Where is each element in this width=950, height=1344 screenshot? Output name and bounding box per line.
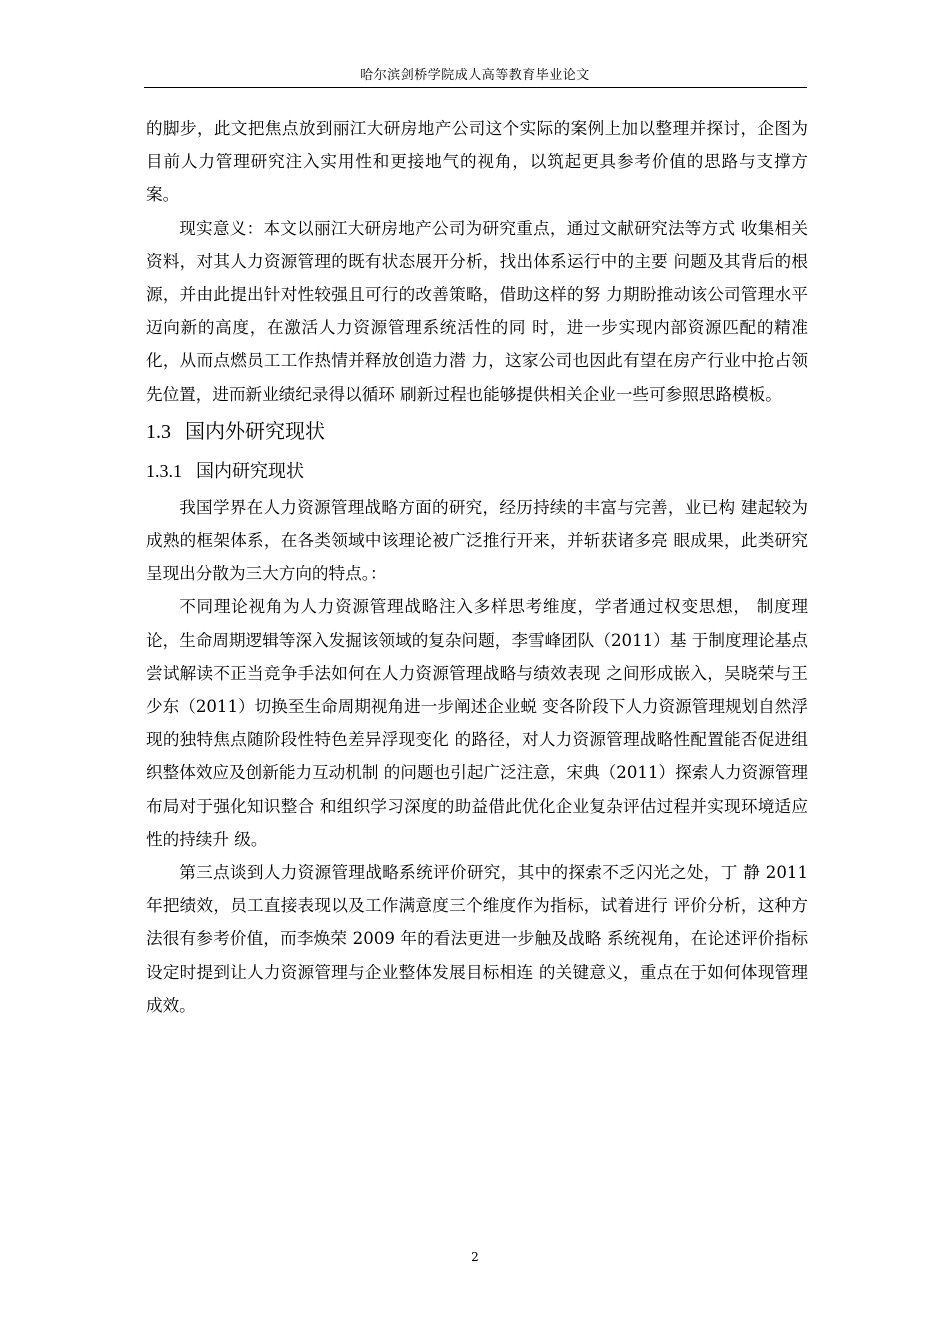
running-header: 哈尔滨剑桥学院成人高等教育毕业论文 [360, 68, 590, 83]
page-body [146, 112, 808, 1022]
section-number: 1.3 [146, 420, 171, 443]
paragraph-practical-significance: 现实意义：本文以丽江大研房地产公司为研究重点，通过文献研究法等方式 收集相关资料，对其人力资源管理的既有状态展开分析，找出体系运行中的主要 问题及其背后的根源，并由此提出针对性较强且可行的改善策略，借助这样的努 力期盼推动该公司管理水平迈向新的高度，在激活人力资源管理系统活性的同 时，进一步实现内部资源匹配的精准化，从而点燃员工工作热情并释放创造力潜 力，这家公司也因此有望在房产行业中抢占领先位置，进而新业绩纪录得以循环 刷新过程也能够提供相关企业一些可参照思路模板。 [146, 218, 808, 404]
paragraph-theoretical-perspectives: 不同理论视角为人力资源管理战略注入多样思考维度，学者通过权变思想， 制度理论，生命周期逻辑等深入发掘该领域的复杂问题，李雪峰团队（2011）基 于制度理论基点尝试解读不正当竞争手法如何在人力资源管理战略与绩效表现 之间形成嵌入，吴晓荣与王少东（2011）切换至生命周期视角进一步阐述企业蜕 变各阶段下人力资源管理规划自然浮现的独特焦点随阶段性特色差异浮现变化 的路径，对人力资源管理战略性配置能否促进组织整体效应及创新能力互动机制 的问题也引起广泛注意，宋典（2011）探索人力资源管理布局对于强化知识整合 和组织学习深度的助益借此优化企业复杂评估过程并实现环境适应性的持续升 级。 [146, 597, 808, 849]
paragraph-overview: 我国学界在人力资源管理战略方面的研究，经历持续的丰富与完善，业已构 建起较为成熟的框架体系，在各类领域中该理论被广泛推行开来，并斩获诸多亮 眼成果，此类研究呈现出分散为三大方向的特点。： [146, 497, 808, 584]
section-heading [146, 413, 808, 450]
paragraph-evaluation-research: 第三点谈到人力资源管理战略系统评价研究，其中的探索不乏闪光之处，丁 静 2011 年把绩效，员工直接表现以及工作满意度三个维度作为指标，试着进行 评价分析，这种方法很有参考价值，而李焕荣 2009 年的看法更进一步触及战略 系统视角，在论述评价指标设定时提到让人力资源管理与企业整体发展目标相连 的关键意义，重点在于如何体现管理成效。 [146, 863, 808, 1015]
subsection-heading [146, 452, 808, 491]
subsection-number: 1.3.1 [146, 460, 182, 481]
section-title: 国内外研究现状 [185, 418, 325, 443]
subsection-title: 国内研究现状 [196, 460, 304, 482]
header-divider [144, 87, 807, 88]
page-number: 2 [471, 1250, 479, 1264]
paragraph-continuation: 的脚步，此文把焦点放到丽江大研房地产公司这个实际的案例上加以整理并探讨，企图为目前人力管理研究注入实用性和更接地气的视角，以筑起更具参考价值的思路与支撑方案。 [146, 119, 808, 205]
